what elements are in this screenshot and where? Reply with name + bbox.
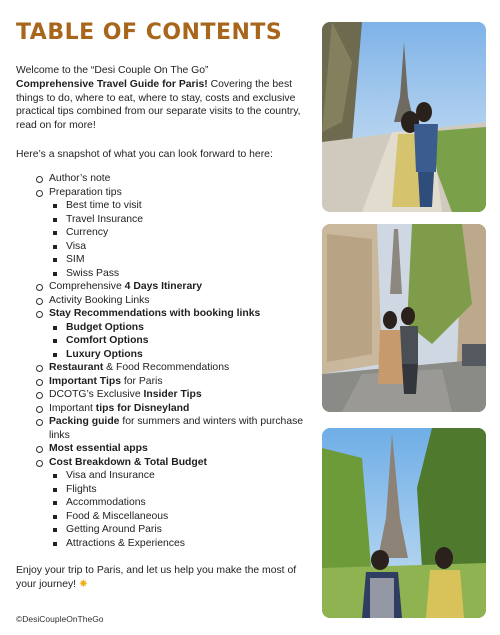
toc-item-label (49, 187, 122, 198)
toc-subitem (49, 510, 312, 524)
toc-subitem (49, 321, 312, 335)
toc-item-label (49, 362, 229, 373)
intro-paragraph (16, 64, 312, 133)
toc-subitem-text: Currency (66, 227, 109, 238)
intro-bold-text: Comprehensive Travel Guide for Paris! (16, 78, 208, 90)
toc-subitem-text: Flights (66, 483, 97, 495)
toc-item-label (49, 403, 189, 414)
toc-item (36, 402, 312, 416)
toc-item (36, 375, 312, 389)
toc-item-text: Cost Breakdown & Total Budget (49, 456, 207, 468)
toc-item-text: Most essential apps (49, 443, 148, 454)
closing-paragraph (16, 564, 312, 592)
toc-item-text: Restaurant (49, 362, 104, 373)
toc-sublist (49, 321, 312, 362)
toc-subitem-text: Best time to visit (66, 200, 142, 211)
closing-text: Enjoy your trip to Paris, and let us help you make the most of your journey! (16, 565, 297, 590)
toc-item (36, 186, 312, 281)
paris-street-couple-photo (322, 224, 486, 412)
toc-subitem (49, 483, 312, 497)
toc-subitem (49, 213, 312, 227)
toc-subitem-text: Accommodations (66, 497, 146, 508)
toc-subitem-text: Visa (66, 240, 87, 252)
toc-subitem (49, 226, 312, 240)
toc-subitem-text: Swiss Pass (66, 267, 120, 279)
toc-subitem-text: Getting Around Paris (66, 524, 162, 535)
toc-item-label (49, 173, 110, 184)
toc-subitem-text: Attractions & Experiences (66, 537, 185, 549)
toc-item-text: tips for Disneyland (95, 402, 190, 414)
toc-item (36, 388, 312, 402)
toc-item-text: DCOTG’s Exclusive (49, 389, 144, 400)
toc-item-text: Author’s note (49, 173, 111, 184)
toc-subitem-text: Visa and Insurance (66, 470, 155, 481)
toc-subitem-text: SIM (66, 254, 85, 265)
toc-item-text: Preparation tips (49, 186, 122, 198)
toc-subitem (49, 267, 312, 281)
snapshot-text: Here’s a snapshot of what you can look forward to here: (16, 149, 273, 160)
toc-item-label (49, 308, 260, 319)
toc-item (36, 361, 312, 375)
eiffel-tower-garden-couple-photo (322, 428, 486, 618)
toc-subitem (49, 348, 312, 362)
toc-list (36, 172, 312, 550)
toc-item-text: Important Tips (49, 375, 121, 387)
toc-item-label (49, 376, 163, 387)
toc-item (36, 172, 312, 186)
toc-sublist (49, 469, 312, 550)
toc-subitem (49, 253, 312, 267)
toc-item-text: Packing guide (49, 416, 120, 427)
toc-subitem-text: Travel Insurance (66, 213, 144, 225)
toc-subitem (49, 496, 312, 510)
intro-text-2: Covering the best things to do, where to eat, where to stay, costs and exclusive practical tips combined from our separate visits to the country, read on for more! (16, 78, 301, 132)
toc-item (36, 294, 312, 308)
toc-item (36, 456, 312, 551)
toc-subitem-text: Luxury Options (66, 348, 143, 360)
toc-item-label (49, 443, 148, 454)
toc-item (36, 280, 312, 294)
toc-item (36, 442, 312, 456)
toc-item-text: & Food Recommendations (103, 362, 230, 373)
intro-text-1: Welcome to the “Desi Couple On The Go” (16, 65, 209, 76)
toc-subitem (49, 240, 312, 254)
toc-item-label (49, 389, 202, 400)
page-title: TABLE OF CONTENTS (16, 20, 283, 45)
toc-subitem-text: Budget Options (66, 321, 144, 333)
copyright-text: ©DesiCoupleOnTheGo (16, 614, 104, 624)
toc-item-text: Important (49, 402, 96, 414)
toc-sublist (49, 199, 312, 280)
toc-item-label (49, 295, 150, 306)
toc-item-text: Activity Booking Links (49, 294, 150, 306)
toc-item (36, 415, 312, 442)
toc-item-label (49, 281, 202, 292)
toc-item-text: 4 Days Itinerary (124, 281, 203, 292)
toc-item-text: Comprehensive (49, 281, 125, 292)
toc-item-label (49, 457, 207, 468)
toc-subitem (49, 523, 312, 537)
toc-subitem-text: Food & Miscellaneous (66, 510, 169, 522)
eiffel-tower-park-couple-photo (322, 22, 486, 212)
toc-subitem (49, 334, 312, 348)
sparkle-icon: ✸ (78, 578, 88, 590)
toc-subitem-text: Comfort Options (66, 335, 149, 346)
toc-item-text: for Paris (120, 375, 163, 387)
toc-item-text: Stay Recommendations with booking links (49, 308, 261, 319)
toc-subitem (49, 537, 312, 551)
toc-subitem (49, 469, 312, 483)
toc-item-label (49, 416, 303, 441)
toc-item-text: Insider Tips (143, 389, 202, 400)
toc-item (36, 307, 312, 361)
toc-subitem (49, 199, 312, 213)
toc-item-text: for summers and winters with purchase links (49, 416, 304, 441)
